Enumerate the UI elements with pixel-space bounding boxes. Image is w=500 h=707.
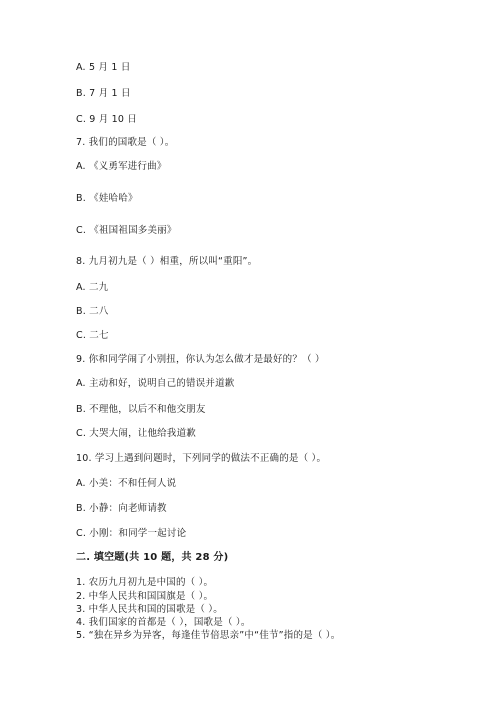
question-10: 10. 学习上遇到问题时，下列同学的做法不正确的是（ ）。 bbox=[76, 453, 327, 464]
question-9: 9. 你和同学闹了小别扭，你认为怎么做才是最好的？（ ） bbox=[76, 354, 325, 365]
option-8c: C. 二七 bbox=[76, 330, 109, 341]
fill-question-5: 5. “独在异乡为异客，每逢佳节倍思亲”中“佳节”指的是（ ）。 bbox=[76, 630, 341, 641]
fill-question-3: 3. 中华人民共和国的国歌是（ ）。 bbox=[76, 604, 223, 615]
option-7b: B. 《娃哈哈》 bbox=[76, 193, 138, 204]
question-8: 8. 九月初九是（ ）相重，所以叫“重阳”。 bbox=[76, 256, 258, 267]
option-9b: B. 不理他，以后不和他交朋友 bbox=[76, 404, 206, 415]
option-6a: A. 5 月 1 日 bbox=[76, 62, 131, 73]
option-7a: A. 《义勇军进行曲》 bbox=[76, 161, 167, 172]
fill-question-4: 4. 我们国家的首都是（ ），国歌是（ ）。 bbox=[76, 617, 251, 628]
option-10b: B. 小静：向老师请教 bbox=[76, 503, 167, 514]
option-9c: C. 大哭大闹，让他给我道歉 bbox=[76, 428, 196, 439]
option-8b: B. 二八 bbox=[76, 306, 109, 317]
option-6b: B. 7 月 1 日 bbox=[76, 88, 131, 99]
option-9a: A. 主动和好，说明自己的错误并道歉 bbox=[76, 378, 235, 389]
option-8a: A. 二九 bbox=[76, 282, 109, 293]
section-title-fill-in: 二. 填空题(共 10 题，共 28 分) bbox=[76, 552, 229, 563]
fill-question-2: 2. 中华人民共和国国旗是（ ）。 bbox=[76, 591, 214, 602]
fill-question-1: 1. 农历九月初九是中国的（ ）。 bbox=[76, 577, 214, 588]
option-10a: A. 小美：不和任何人说 bbox=[76, 478, 177, 489]
question-7: 7. 我们的国歌是（ ）。 bbox=[76, 137, 175, 148]
option-6c: C. 9 月 10 日 bbox=[76, 114, 138, 125]
option-10c: C. 小刚：和同学一起讨论 bbox=[76, 528, 187, 539]
option-7c: C. 《祖国祖国多美丽》 bbox=[76, 225, 177, 236]
